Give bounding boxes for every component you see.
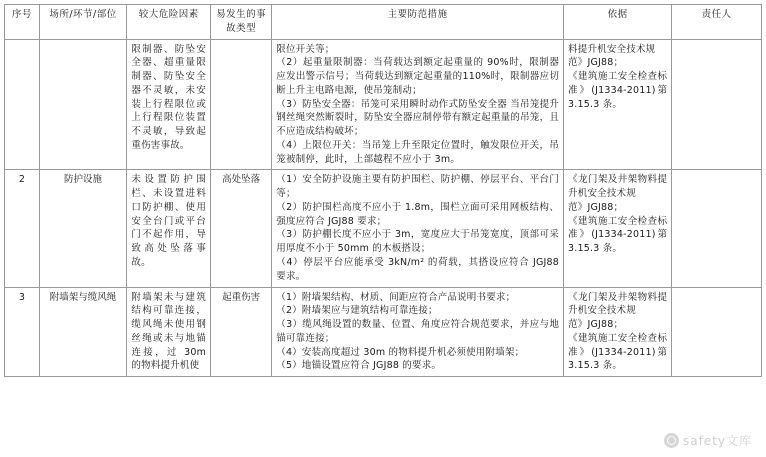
table-row	[5, 39, 762, 170]
risk-control-table	[4, 4, 762, 377]
measure-line: （4）安装高度超过 30m 的物料提升机必须使用附墙架；	[276, 346, 525, 358]
cell-person	[672, 287, 762, 377]
basis-line: 范》JGJ88；	[568, 201, 624, 213]
table-body	[5, 39, 762, 377]
cell-no: 3	[5, 287, 40, 377]
header-cell-measures: 主要防范措施	[272, 5, 564, 40]
measure-line: （1）安全防护设施主要有防护围栏、防护棚、停层平台、平台门等；	[276, 174, 560, 200]
cell-measures	[272, 170, 564, 287]
measure-line: （3）防坠安全器：吊笼可采用瞬时动作式防坠安全器 当吊笼提升钢丝绳突然断裂时，防坠安全器应制停带有额定起重量的吊笼，且不应造成结构破坏；	[276, 98, 560, 138]
watermark-label: safety文库	[682, 434, 752, 448]
cell-factor: 附墙架未与建筑结构可靠连接，缆风绳未使用钢丝绳或未与地锚连接，过 30m 的物料提升机使	[127, 287, 211, 377]
header-cell-basis: 依据	[564, 5, 672, 40]
measure-line: 限位开关等；	[276, 43, 335, 55]
cell-basis	[564, 170, 672, 287]
basis-line: 《建筑施工安全检查标准》(J1334-2011)第 3.15.3 条。	[568, 332, 668, 372]
table-row	[5, 170, 762, 287]
measure-line: （4）停层平台应能承受 3kN/m² 的荷载，其搭设应符合 JGJ88 要求。	[276, 257, 560, 282]
cell-person	[672, 39, 762, 170]
basis-line: 范》JGJ88；	[568, 319, 624, 331]
measure-line: （1）附墙架结构、材质、间距应符合产品说明书要求；	[276, 291, 516, 303]
measure-line: （5）地锚设置应符合 JGJ88 的要求。	[276, 360, 442, 372]
document-page	[0, 4, 766, 457]
table-row	[5, 287, 762, 377]
measure-line: （2）防护围栏高度不应小于 1.8m，围栏立面可采用网板结构、强度应符合 JGJ88 要求；	[276, 201, 560, 227]
header-cell-person: 责任人	[672, 5, 762, 40]
cell-accident-type	[211, 39, 272, 170]
measure-line: （3）缆风绳设置的数量、位置、角度应符合规范要求，并应与地锚可靠连接；	[276, 319, 560, 344]
header-cell-place: 场所/环节/部位	[39, 5, 127, 40]
basis-line: 料提升机安全技术规	[568, 43, 656, 55]
basis-line: 《龙门架及井架物料提升机安全技术规	[568, 174, 668, 200]
cell-measures	[272, 39, 564, 170]
cell-accident-type: 高处坠落	[211, 170, 272, 287]
basis-line: 《建筑施工安全检查标准》(J1334-2011)第 3.15.3 条。	[568, 71, 668, 110]
watermark	[664, 432, 752, 449]
header-cell-factor: 较大危险因素	[127, 5, 211, 40]
cell-place	[39, 39, 127, 170]
header-cell-no: 序号	[5, 5, 40, 40]
table-header-row	[5, 5, 762, 40]
cell-person	[672, 170, 762, 287]
basis-line: 范》JGJ88；	[568, 57, 624, 69]
cell-place: 防护设施	[39, 170, 127, 287]
cell-measures	[272, 287, 564, 377]
measure-line: （4）上限位开关：当吊笼上升至限定位置时，触发限位开关，吊笼被制停，此时，上部越程不应小于 3m。	[276, 139, 560, 165]
cell-place: 附墙架与缆风绳	[39, 287, 127, 377]
table-header	[5, 5, 762, 40]
cell-no: 2	[5, 170, 40, 287]
cell-no	[5, 39, 40, 170]
circle-logo-icon	[664, 433, 679, 448]
measure-line: （2）起重量限制器：当荷载达到额定起重量的 90%时，限制器应发出警示信号；当荷载达到额定起重量的110%时，限制器应切断上升主电路电源，使吊笼制动；	[276, 57, 560, 96]
cell-basis	[564, 39, 672, 170]
cell-basis	[564, 287, 672, 377]
measure-line: （2）附墙架应与建筑结构可靠连接；	[276, 305, 438, 317]
measure-line: （3）防护棚长度不应小于 3m，宽度应大于吊笼宽度，顶部可采用厚度不小于 50mm 的木板搭设；	[276, 229, 560, 255]
cell-factor: 未设置防护围栏、未设置进料口防护棚、使用安全台门或平台门不起作用，导致高处坠落事故。	[127, 170, 211, 287]
header-cell-accident-type: 易发生的事故类型	[211, 5, 272, 40]
cell-accident-type: 起重伤害	[211, 287, 272, 377]
basis-line: 《建筑施工安全检查标准》(J1334-2011)第 3.15.3 条。	[568, 215, 668, 255]
basis-line: 《龙门架及井架物料提升机安全技术规	[568, 291, 668, 317]
cell-factor: 限制器、防坠安全器、超重量限制器、防坠安全器不灵敏，未安装上行程限位或上行程限位装置不灵敏，导致起重伤害事故。	[127, 39, 211, 170]
